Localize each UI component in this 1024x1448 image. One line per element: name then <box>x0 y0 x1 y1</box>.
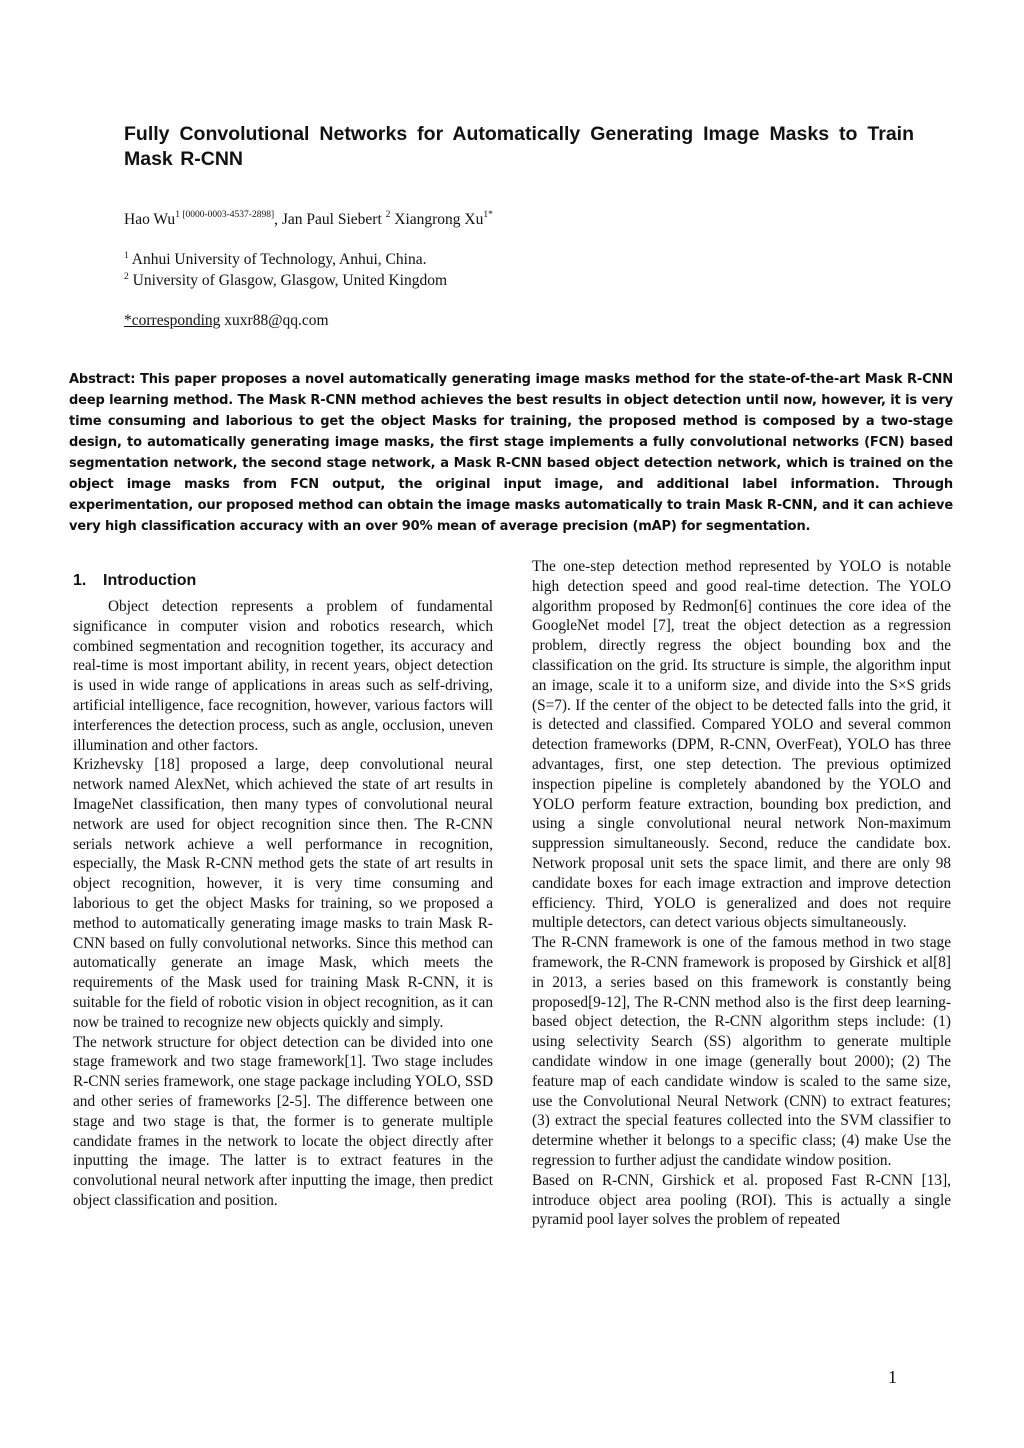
abstract: Abstract: This paper proposes a novel automatically generating image masks method for the state-of-the-art Mask R-CNN deep learning method. The Mask R-CNN method achieves the best results in object detection until now, however, it is very time consuming and laborious to get the object Masks for training, the proposed method is composed by a two-stage design, to automatically generating image masks, the first stage implements a fully convolutional networks (FCN) based segmentation network, the second stage network, a Mask R-CNN based object detection network, which is trained on the object image masks from FCN output, the original input image, and additional label information. Through experimentation, our proposed method can obtain the image masks automatically to train Mask R-CNN, and it can achieve very high classification accuracy with an over 90% mean of average precision (mAP) for segmentation. <box>69 372 953 534</box>
body-paragraph: Object detection represents a problem of fundamental significance in computer vision and robotics research, which combined segmentation and recognition together, its accuracy and real-time is most important ability, in recent years, object detection is used in wide range of applications in areas such as self-driving, artificial intelligence, face recognition, however, various factors will interferences the detection process, such as angle, occlusion, uneven illumination and other factors. <box>73 598 493 754</box>
body-paragraph: The network structure for object detection can be divided into one stage framework and two stage framework[1]. Two stage includes R-CNN series framework, one stage package including YOLO, SSD and other series of frameworks [2-5]. The difference between one stage and two stage is that, the former is to generate multiple candidate frames in the network to locate the object directly after inputting the image. The latter is to extract features in the convolutional neural network after inputting the image, then predict object classification and position. <box>73 1033 493 1209</box>
corresponding-author <box>124 311 329 331</box>
author-superscript: 1* <box>483 210 493 220</box>
corresponding-email: xuxr88@qq.com <box>220 312 329 329</box>
author-list <box>124 210 493 230</box>
affiliation-text: Anhui University of Technology, Anhui, China. <box>128 251 427 268</box>
author-name: Hao Wu <box>124 211 176 228</box>
corresponding-label: *corresponding <box>124 312 221 329</box>
author-name: , Jan Paul Siebert <box>274 211 386 228</box>
paper-title: Fully Convolutional Networks for Automatically Generating Image Masks to Train Mask R-CNN <box>124 123 914 170</box>
affiliation-superscript: 1 <box>124 251 129 261</box>
left-column <box>73 571 493 1211</box>
affiliation-text: University of Glasgow, Glasgow, United Kingdom <box>128 271 448 289</box>
body-paragraph: Based on R-CNN, Girshick et al. proposed Fast R-CNN [13], introduce object area pooling (ROI). This is actually a single pyramid pool layer solves the problem of repeated <box>532 1171 951 1229</box>
affiliations <box>124 250 447 291</box>
right-column <box>532 557 951 1230</box>
section-heading <box>73 571 493 591</box>
affiliation-line <box>124 250 447 271</box>
author-superscript: 1 [0000-0003-4537-2898] <box>175 210 275 220</box>
author-superscript: 2 <box>385 210 391 220</box>
section-number: 1. <box>73 572 87 589</box>
section-title: Introduction <box>103 572 197 589</box>
affiliation-superscript: 2 <box>124 271 129 282</box>
body-paragraph: Krizhevsky [18] proposed a large, deep convolutional neural network named AlexNet, which achieved the state of art results in ImageNet classification, then many types of convolutional neural network are used for object recognition since then. The R-CNN serials network achieve a well performance in recognition, especially, the Mask R-CNN method gets the state of art results in object recognition, however, it is very time consuming and laborious to get the object Masks for training, so we proposed a method to automatically generating image masks to train Mask R-CNN based on fully convolutional networks. Since this method can automatically generate an image Mask, which meets the requirements of the Mask used for training Mask R-CNN, it is suitable for the field of robotic vision in object recognition, as it can now be trained to recognize new objects quickly and simply. <box>73 756 493 1031</box>
author-name: Xiangrong Xu <box>390 211 484 228</box>
page-number: 1 <box>888 1367 897 1387</box>
affiliation-line <box>124 271 447 292</box>
body-paragraph: The R-CNN framework is one of the famous method in two stage framework, the R-CNN framework is proposed by Girshick et al[8] in 2013, a series based on this framework is constantly being proposed[9-12], The R-CNN method also is the first deep learning-based object detection, the R-CNN algorithm steps include: (1) using selectivity Search (SS) algorithm to generate multiple candidate window in one image (generally bout 2000); (2) The feature map of each candidate window is scaled to the same size, use the Convolutional Neural Network (CNN) to extract features; (3) extract the special features collected into the SVM classifier to determine whether it belongs to a specific class; (4) make Use the regression to further adjust the candidate window position. <box>532 934 951 1169</box>
body-paragraph: The one-step detection method represented by YOLO is notable high detection speed and good real-time detection. The YOLO algorithm proposed by Redmon[6] continues the core idea of the GoogleNet model [7], treat the object detection as a regression problem, directly regress the object bounding box and the classification on the grid. Its structure is simple, the algorithm input an image, scale it to a uniform size, and divide into the S×S grids (S=7). If the center of the object to be detected falls into the grid, it is detected and classified. Compared YOLO and several common detection frameworks (DPM, R-CNN, OverFeat), YOLO has three advantages, first, one step detection. The previous optimized inspection pipeline is completely abandoned by the YOLO and YOLO perform feature extraction, bounding box prediction, and using a single convolutional neural network Non-maximum suppression simultaneously. Second, reduce the candidate box. Network proposal unit sets the space limit, and there are only 98 candidate boxes for each image extraction and improve detection efficiency. Third, YOLO is generalized and does not require multiple detectors, can detect various objects simultaneously. <box>532 558 951 932</box>
